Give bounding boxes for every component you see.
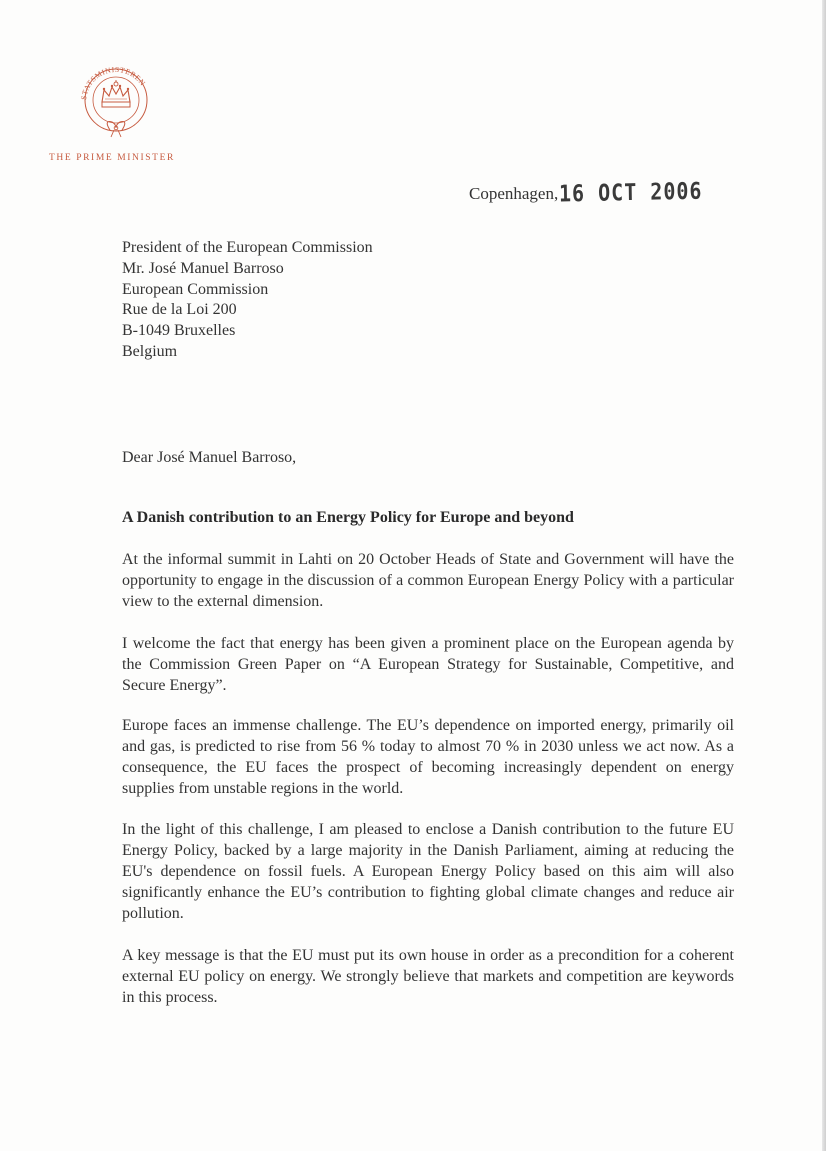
address-line: B-1049 Bruxelles [122, 322, 236, 340]
salutation: Dear José Manuel Barroso, [122, 449, 297, 466]
recipient-address [122, 238, 373, 363]
date-stamp: 16 OCT 2006 [559, 176, 703, 208]
office-title: THE PRIME MINISTER [49, 153, 175, 163]
body-paragraph: In the light of this challenge, I am pleased to enclose a Danish contribution to the future EU Energy Policy, backed by a large majority in the Danish Parliament, aiming at reducing the EU's dependence on fossil fuels. A European Energy Policy based on this aim will also significantly enhance the EU’s contribution to fighting global climate changes and reduce air pollution. [122, 821, 734, 922]
city-label: Copenhagen, [469, 184, 559, 203]
body-paragraph: Europe faces an immense challenge. The EU’s dependence on imported energy, primarily oil and gas, is predicted to rise from 56 % today to almost 70 % in 2030 unless we act now. As a consequence, the EU faces the prospect of becoming increasingly dependent on energy supplies from unstable regions in the world. [122, 717, 734, 797]
body-paragraph: A key message is that the EU must put its own house in order as a precondition for a coherent external EU policy on energy. We strongly believe that markets and competition are keywords in this process. [122, 947, 734, 1006]
address-line: European Commission [122, 280, 269, 298]
svg-text:STATSMINISTEREN: STATSMINISTEREN [79, 64, 148, 101]
body-paragraph: At the informal summit in Lahti on 20 October Heads of State and Government will have the opportunity to engage in the discussion of a common European Energy Policy with a particular view to the external dimension. [122, 551, 734, 610]
body-paragraph: I welcome the fact that energy has been given a prominent place on the European agenda by the Commission Green Paper on “A European Strategy for Sustainable, Competitive, and Secure Energy”. [122, 635, 734, 694]
address-line: Rue de la Loi 200 [122, 301, 237, 319]
address-line: Belgium [122, 342, 178, 360]
subject-heading: A Danish contribution to an Energy Policy for Europe and beyond [122, 509, 574, 526]
address-line: President of the European Commission [122, 239, 373, 256]
date-line [469, 176, 703, 208]
crown-seal-icon [76, 58, 156, 138]
page-edge-shadow [822, 0, 826, 1151]
address-line: Mr. José Manuel Barroso [122, 259, 284, 277]
